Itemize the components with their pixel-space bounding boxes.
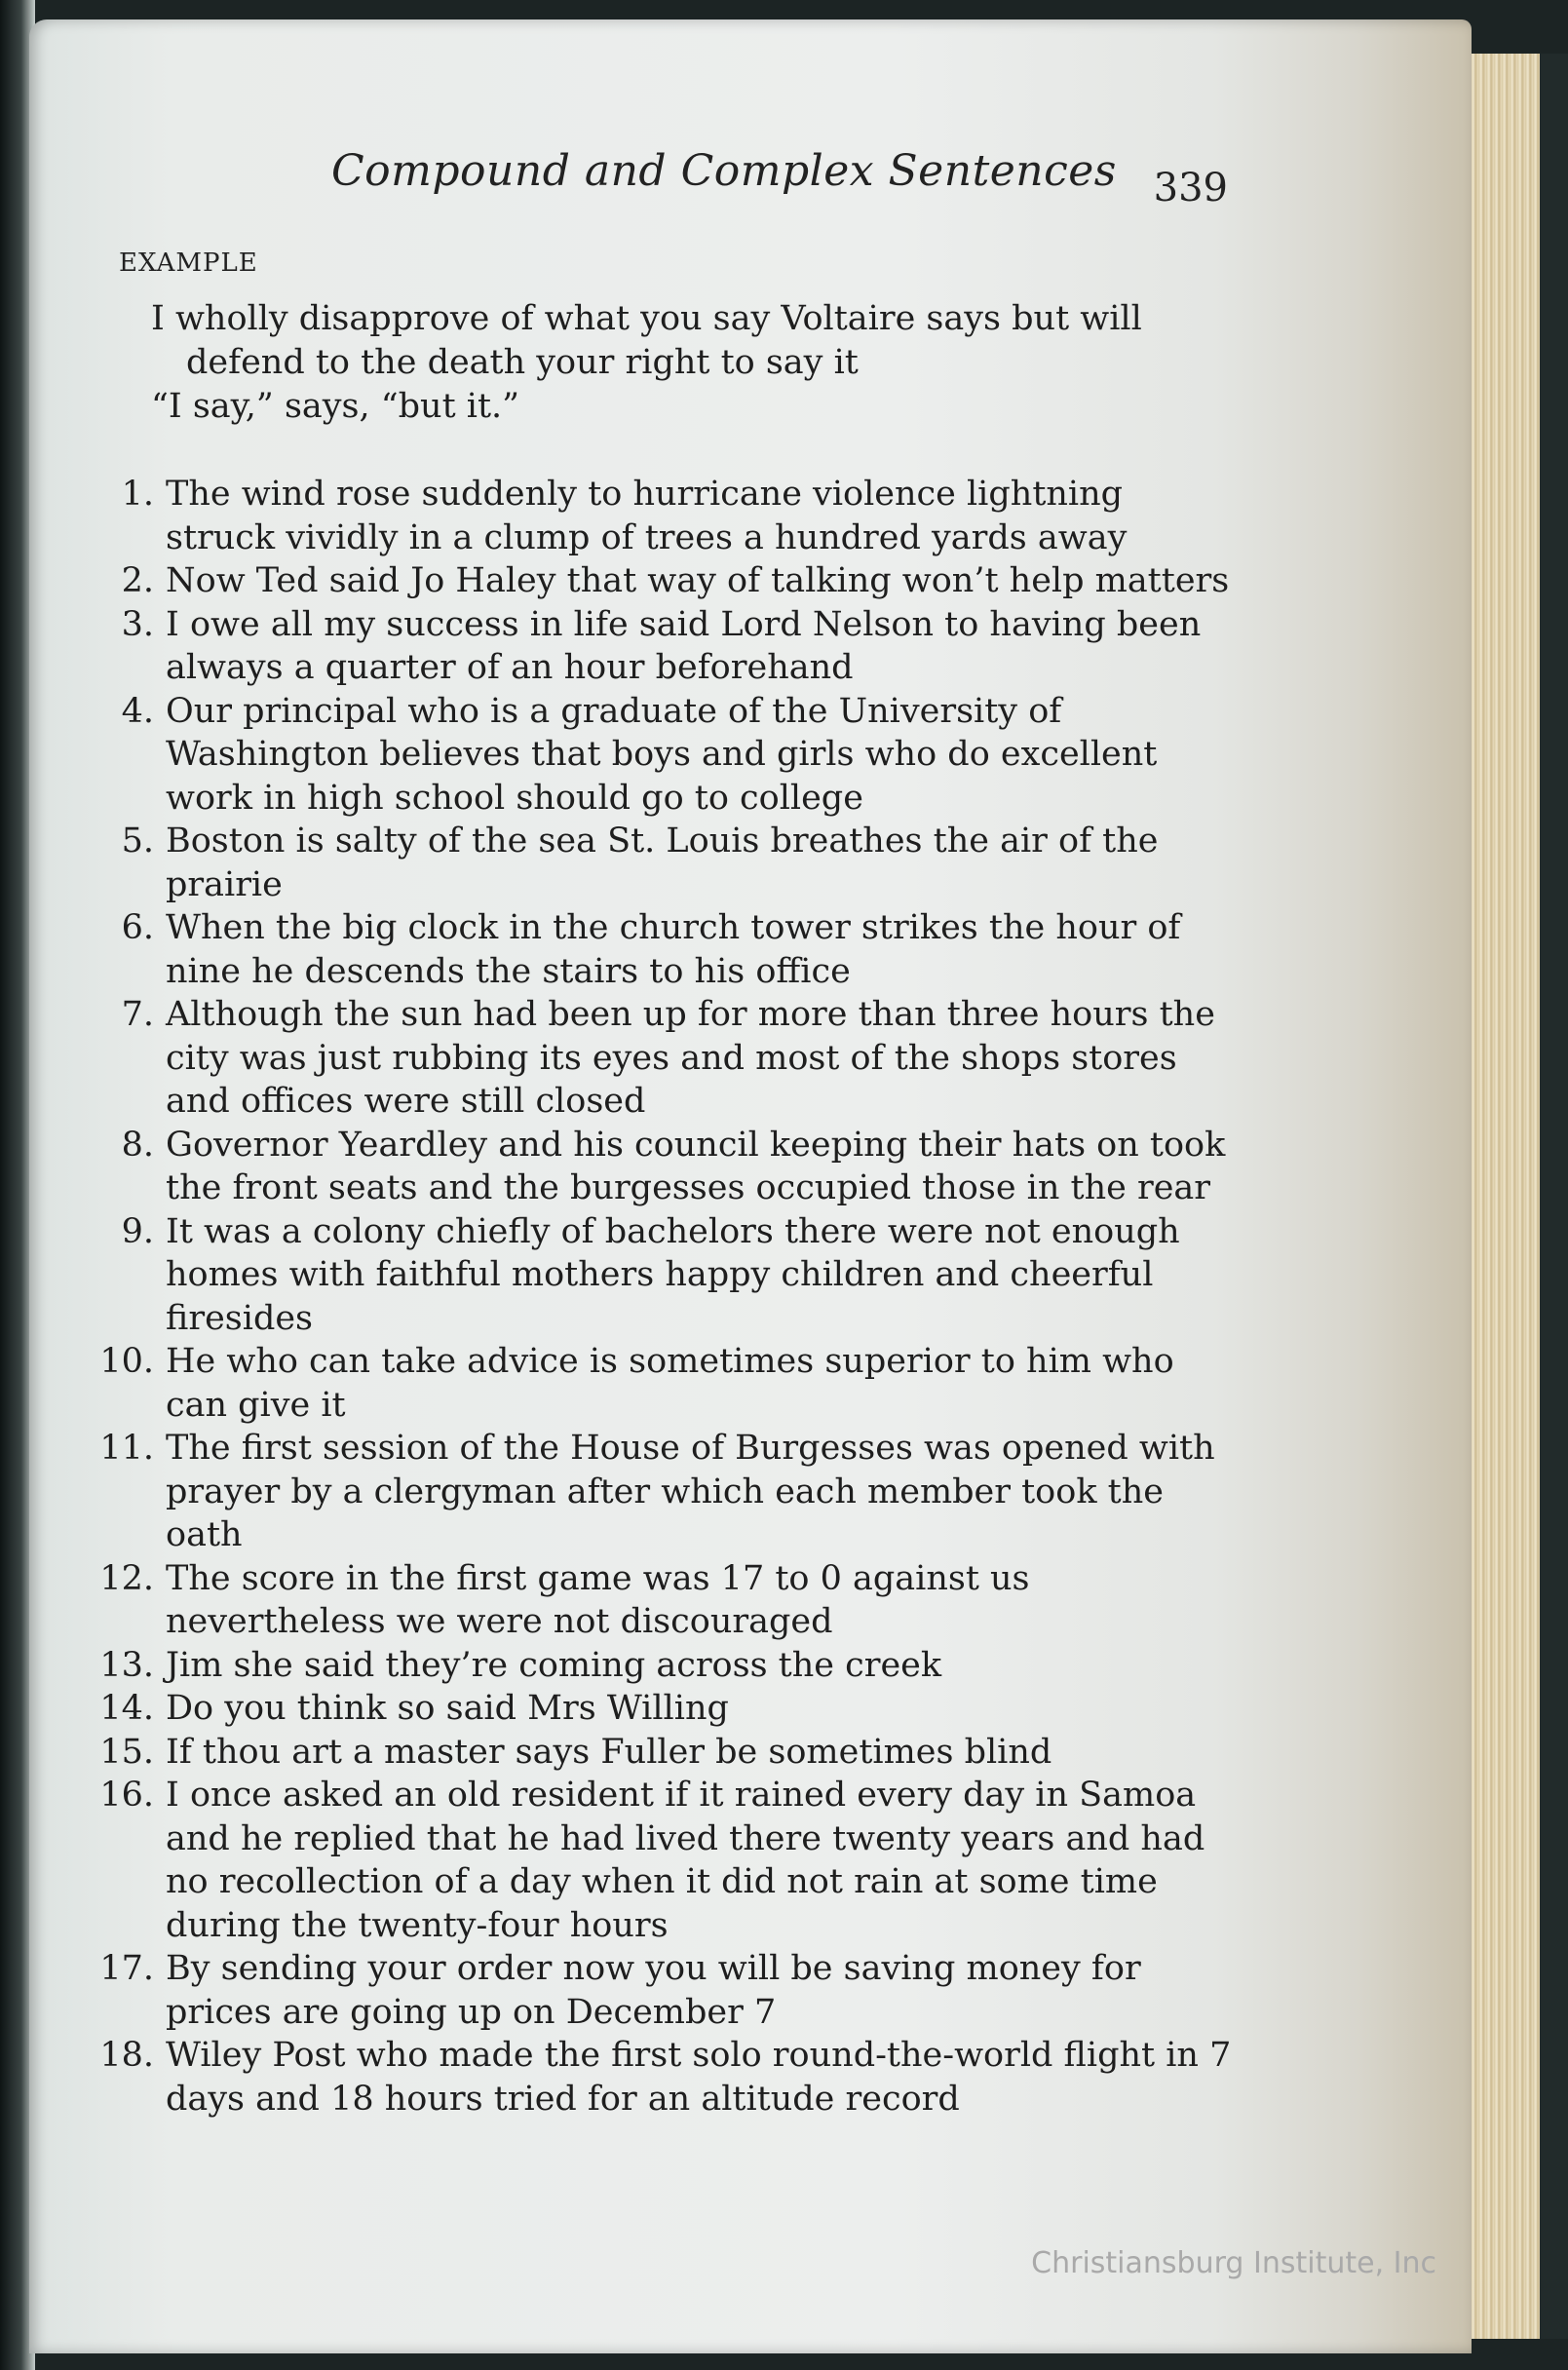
exercise-number: 3. [121, 604, 154, 644]
exercise-item [68, 906, 1238, 993]
exercise-number: 10. [99, 1342, 154, 1381]
exercise-text: It was a colony chiefly of bachelors there were not enough homes with faithful mothers happy children and cheerful firesides [166, 1211, 1180, 1338]
background-edge [1540, 54, 1568, 2339]
exercise-item [68, 820, 1238, 906]
running-title: Compound and Complex Sentences [331, 146, 1117, 196]
exercise-text: Governor Yeardley and his council keeping their hats on took the front seats and the burgesses occupied those in the rear [166, 1125, 1226, 1207]
exercise-number: 1. [121, 475, 154, 514]
exercise-item [68, 2034, 1238, 2121]
exercise-text: Although the sun had been up for more than three hours the city was just rubbing its eyes and most of the shops stores and offices were still closed [166, 995, 1215, 1121]
exercise-text: By sending your order now you will be saving money for prices are going up on December 7 [166, 1949, 1141, 2032]
exercise-item [68, 1947, 1238, 2034]
exercise-number: 2. [121, 561, 154, 600]
exercise-number: 7. [121, 995, 154, 1034]
exercise-item [68, 1340, 1238, 1427]
exercise-item [68, 1124, 1238, 1210]
page-header [322, 146, 1228, 214]
exercise-item [68, 559, 1238, 603]
exercise-item [68, 473, 1238, 559]
exercise-list [68, 473, 1238, 2121]
watermark-text: Christiansburg Institute, Inc [1031, 2246, 1436, 2280]
exercise-item [68, 1687, 1238, 1731]
example-label: EXAMPLE [119, 248, 258, 278]
exercise-item [68, 1644, 1238, 1688]
exercise-number: 12. [99, 1558, 154, 1598]
page-number: 339 [1153, 166, 1228, 210]
exercise-item [68, 1774, 1238, 1947]
example-quote: “I say,” says, “but it.” [151, 387, 520, 426]
exercise-item [68, 1210, 1238, 1341]
exercise-number: 4. [121, 691, 154, 731]
exercise-text: The score in the first game was 17 to 0 against us nevertheless we were not discouraged [166, 1558, 1030, 1641]
exercise-number: 16. [99, 1776, 154, 1815]
exercise-item [68, 993, 1238, 1124]
exercise-number: 11. [99, 1429, 154, 1468]
exercise-number: 18. [99, 2036, 154, 2075]
exercise-number: 15. [99, 1732, 154, 1772]
exercise-text: Now Ted said Jo Haley that way of talking won’t help matters [166, 561, 1230, 600]
exercise-item [68, 1557, 1238, 1644]
example-sentence: I wholly disapprove of what you say Voltaire says but will defend to the death your right to say it [151, 299, 1142, 382]
exercise-item [68, 1731, 1238, 1775]
exercise-number: 9. [121, 1211, 154, 1251]
exercise-text: When the big clock in the church tower strikes the hour of nine he descends the stairs to his office [166, 908, 1181, 991]
exercise-text: I once asked an old resident if it rained every day in Samoa and he replied that he had lived there twenty years and had no recollection of a day when it did not rain at some time during the twenty-four hours [166, 1776, 1205, 1945]
exercise-number: 13. [99, 1645, 154, 1685]
exercise-text: Wiley Post who made the first solo round-the-world flight in 7 days and 18 hours tried for an altitude record [166, 2036, 1232, 2119]
exercise-text: The wind rose suddenly to hurricane violence lightning struck vividly in a clump of trees a hundred yards away [166, 475, 1128, 557]
exercise-number: 5. [121, 822, 154, 860]
exercise-number: 14. [99, 1689, 154, 1728]
exercise-number: 8. [121, 1125, 154, 1165]
exercise-text: I owe all my success in life said Lord Nelson to having been always a quarter of an hour beforehand [166, 604, 1202, 687]
exercise-text: Boston is salty of the sea St. Louis breathes the air of the prairie [166, 822, 1159, 904]
exercise-item [68, 1427, 1238, 1557]
exercise-number: 6. [121, 908, 154, 947]
exercise-text: He who can take advice is sometimes superior to him who can give it [166, 1342, 1174, 1425]
exercise-text: The first session of the House of Burgesses was opened with prayer by a clergyman after which each member took the oath [166, 1429, 1215, 1554]
example-block [151, 297, 1223, 429]
exercise-item [68, 603, 1238, 690]
exercise-text: If thou art a master says Fuller be sometimes blind [166, 1732, 1052, 1772]
exercise-text: Our principal who is a graduate of the University of Washington believes that boys and girls who do excellent work in high school should go to college [166, 691, 1158, 818]
exercise-text: Jim she said they’re coming across the creek [166, 1645, 942, 1685]
exercise-number: 17. [99, 1949, 154, 1988]
exercise-text: Do you think so said Mrs Willing [166, 1689, 729, 1728]
exercise-item [68, 690, 1238, 821]
